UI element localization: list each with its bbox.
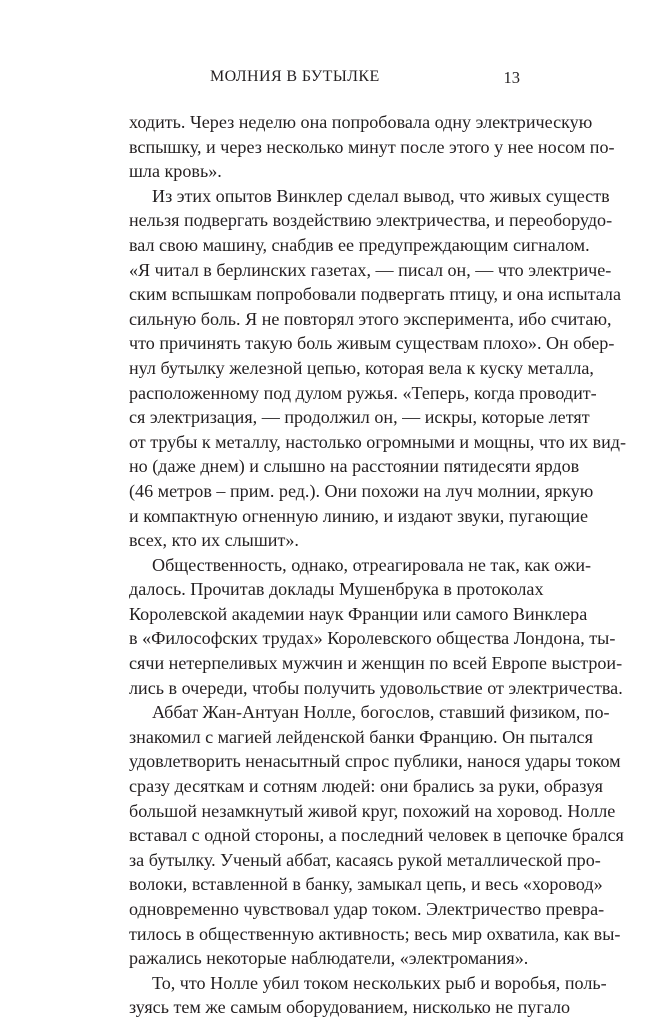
text-line: ражались некоторые наблюдатели, «электромания».	[129, 948, 529, 969]
text-line: за бутылку. Ученый аббат, касаясь рукой металлической про-	[129, 849, 601, 870]
text-line: сячи нетерпеливых мужчин и женщин по всей Европе выстрои-	[129, 653, 623, 674]
text-line: что причинять такую боль живым существам плохо». Он обер-	[129, 333, 615, 354]
text-line: расположенному под дулом ружья. «Теперь, когда проводит-	[129, 382, 597, 403]
text-line: зуясь тем же самым оборудованием, нисколько не пугало	[129, 997, 571, 1018]
text-line: шла кровь».	[129, 161, 222, 182]
text-line: всех, кто их слышит».	[129, 530, 299, 551]
text-line: ским вспышкам попробовали подвергать птицу, и она испытала	[129, 284, 621, 305]
text-line: в «Философских трудах» Королевского общества Лондона, ты-	[129, 628, 616, 649]
text-line: сразу десяткам и сотням людей: они брались за руки, образуя	[129, 776, 603, 797]
text-line: «Я читал в берлинских газетах, — писал он, — что электриче-	[129, 259, 612, 280]
text-line: Аббат Жан-Антуан Нолле, богослов, ставший физиком, по-	[152, 702, 610, 723]
text-line: лись в очереди, чтобы получить удовольствие от электричества.	[129, 677, 623, 698]
text-line: вставал с одной стороны, а последний человек в цепочке брался	[129, 825, 624, 846]
text-line: волоки, вставленной в банку, замыкал цепь, и весь «хоровод»	[129, 874, 603, 895]
page-header	[130, 68, 520, 90]
text-line: далось. Прочитав доклады Мушенбрука в протоколах	[129, 579, 544, 600]
text-line: сильную боль. Я не повторял этого эксперимента, ибо считаю,	[129, 308, 612, 329]
page-number: 13	[503, 68, 520, 87]
text-line: одновременно чувствовал удар током. Электричество превра-	[129, 899, 605, 919]
text-line: Общественность, однако, отреагировала не так, как ожи-	[152, 554, 592, 575]
text-line: от трубы к металлу, настолько огромными и мощны, что их вид-	[129, 431, 627, 452]
text-line: тилось в общественную активность; весь мир охватила, как вы-	[129, 923, 621, 944]
text-line: большой незамкнутый живой круг, похожий на хоровод. Нолле	[129, 800, 616, 821]
text-line: То, что Нолле убил током нескольких рыб и воробья, поль-	[152, 972, 607, 993]
text-line: вспышку, и через несколько минут после этого у нее носом по-	[129, 136, 615, 157]
text-line: ся электризация, — продолжил он, — искры, которые летят	[129, 407, 590, 428]
text-line: вал свою машину, снабдив ее предупреждающим сигналом.	[129, 234, 590, 255]
body-text	[129, 110, 627, 1020]
text-line: нул бутылку железной цепью, которая вела к куску металла,	[129, 357, 594, 378]
text-line: нельзя подвергать воздействию электричества, и переоборудо-	[129, 210, 613, 231]
text-line: Королевской академии наук Франции или самого Винклера	[129, 603, 588, 624]
text-line: знакомил с магией лейденской банки Францию. Он пытался	[129, 726, 593, 747]
text-line: Из этих опытов Винклер сделал вывод, что живых существ	[152, 185, 610, 206]
running-title: МОЛНИЯ В БУТЫЛКЕ	[210, 68, 380, 85]
text-line: удовлетворить ненасытный спрос публики, нанося удары током	[129, 751, 621, 772]
text-line: и компактную огненную линию, и издают звуки, пугающие	[129, 505, 589, 526]
text-line: (46 метров – прим. ред.). Они похожи на луч молнии, яркую	[129, 480, 594, 501]
text-line: ходить. Через неделю она попробовала одну электрическую	[129, 112, 593, 132]
text-line: но (даже днем) и слышно на расстоянии пятидесяти ярдов	[129, 456, 580, 477]
